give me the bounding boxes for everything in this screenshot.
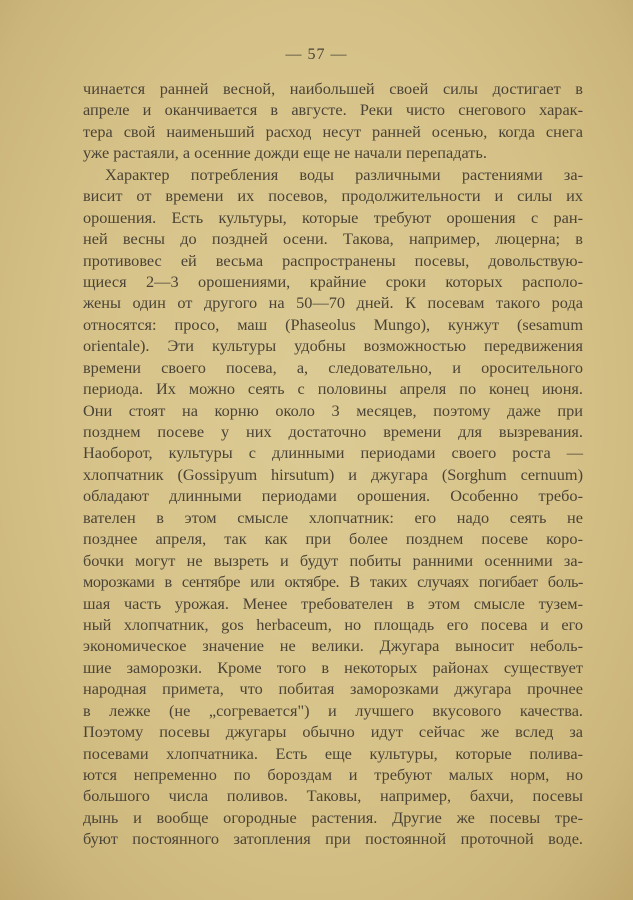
- text-line: висит от времени их посевов, продолжительности и силы их: [83, 186, 583, 206]
- text-line: тера свой наименьший расход несут ранней осенью, когда снега: [83, 121, 583, 141]
- text-line: ней весны до поздней осени. Такова, например, люцерна; в: [83, 229, 583, 249]
- text-line: посевами хлопчатника. Есть еще культуры, которые полива-: [83, 743, 583, 763]
- text-line: Поэтому посевы джугары обычно идут сейчас же вслед за: [83, 722, 583, 742]
- body-text: [83, 78, 583, 850]
- text-line: Они стоят на корню около 3 месяцев, поэтому даже при: [83, 400, 583, 420]
- text-line: Характер потребления воды различными растениями за-: [105, 164, 583, 184]
- text-line: относятся: просо, маш (Phaseolus Mungo), кунжут (sesamum: [83, 314, 583, 334]
- text-line: чинается ранней весной, наибольшей своей силы достигает в: [83, 79, 583, 98]
- text-line: орошения. Есть культуры, которые требуют орошения с ран-: [83, 207, 583, 227]
- text-line: orientale). Эти культуры удобны возможностью передвижения: [83, 336, 583, 356]
- text-line: экономическое значение не велики. Джугара выносит неболь-: [83, 636, 583, 656]
- text-line: Наоборот, культуры с длинными периодами своего роста —: [83, 443, 583, 463]
- text-line: морозками в сентябре или октябре. В таких случаях погибает боль-: [83, 572, 583, 592]
- text-line: ный хлопчатник, gos herbaceum, но площадь его посева и его: [83, 614, 583, 634]
- text-line: дынь и вообще огородные растения. Другие же посевы тре-: [83, 807, 583, 827]
- text-line: позднем посеве у них достаточно времени для вызревания.: [83, 422, 583, 441]
- text-line: обладают длинными периодами орошения. Особенно требо-: [83, 486, 583, 506]
- text-line: противовес ей весьма распространены посевы, довольствую-: [83, 250, 583, 270]
- text-line: большого числа поливов. Таковы, например, бахчи, посевы: [83, 786, 583, 806]
- text-line: ются непременно по бороздам и требуют малых норм, но: [83, 765, 583, 784]
- text-line: щиеся 2—3 орошениями, крайние сроки которых располо-: [83, 271, 583, 291]
- text-line: шие заморозки. Кроме того в некоторых районах существует: [83, 657, 583, 677]
- text-line: вателен в этом смысле хлопчатник: его надо сеять не: [83, 507, 583, 527]
- text-line: шая часть урожая. Менее требователен в этом смысле тузем-: [83, 593, 583, 613]
- text-line: бочки могут не вызреть и будут побиты ранними осенними за-: [83, 550, 583, 570]
- text-line: периода. Их можно сеять с половины апреля по конец июня.: [83, 379, 583, 399]
- text-line: народная примета, что побитая заморозками джугара прочнее: [83, 679, 583, 699]
- text-line: уже растаяли, а осенние дожди еще не начали перепадать.: [83, 143, 487, 163]
- text-line: хлопчатник (Gossipyum hirsutum) и джугара (Sorghum cernuum): [83, 464, 583, 484]
- text-line: времени своего посева, а, следовательно, и оросительного: [83, 357, 583, 377]
- text-line: в лежке (не „согревается") и лучшего вкусового качества.: [83, 700, 583, 720]
- text-line: жены один от другого на 50—70 дней. К посевам такого рода: [83, 293, 583, 313]
- page-number: — 57 —: [285, 46, 348, 63]
- text-line: апреле и оканчивается в августе. Реки чисто снегового харак-: [83, 100, 583, 120]
- text-line: буют постоянного затопления при постоянной проточной воде.: [83, 829, 583, 849]
- text-line: позднее апреля, так как при более позднем посеве коро-: [83, 529, 583, 549]
